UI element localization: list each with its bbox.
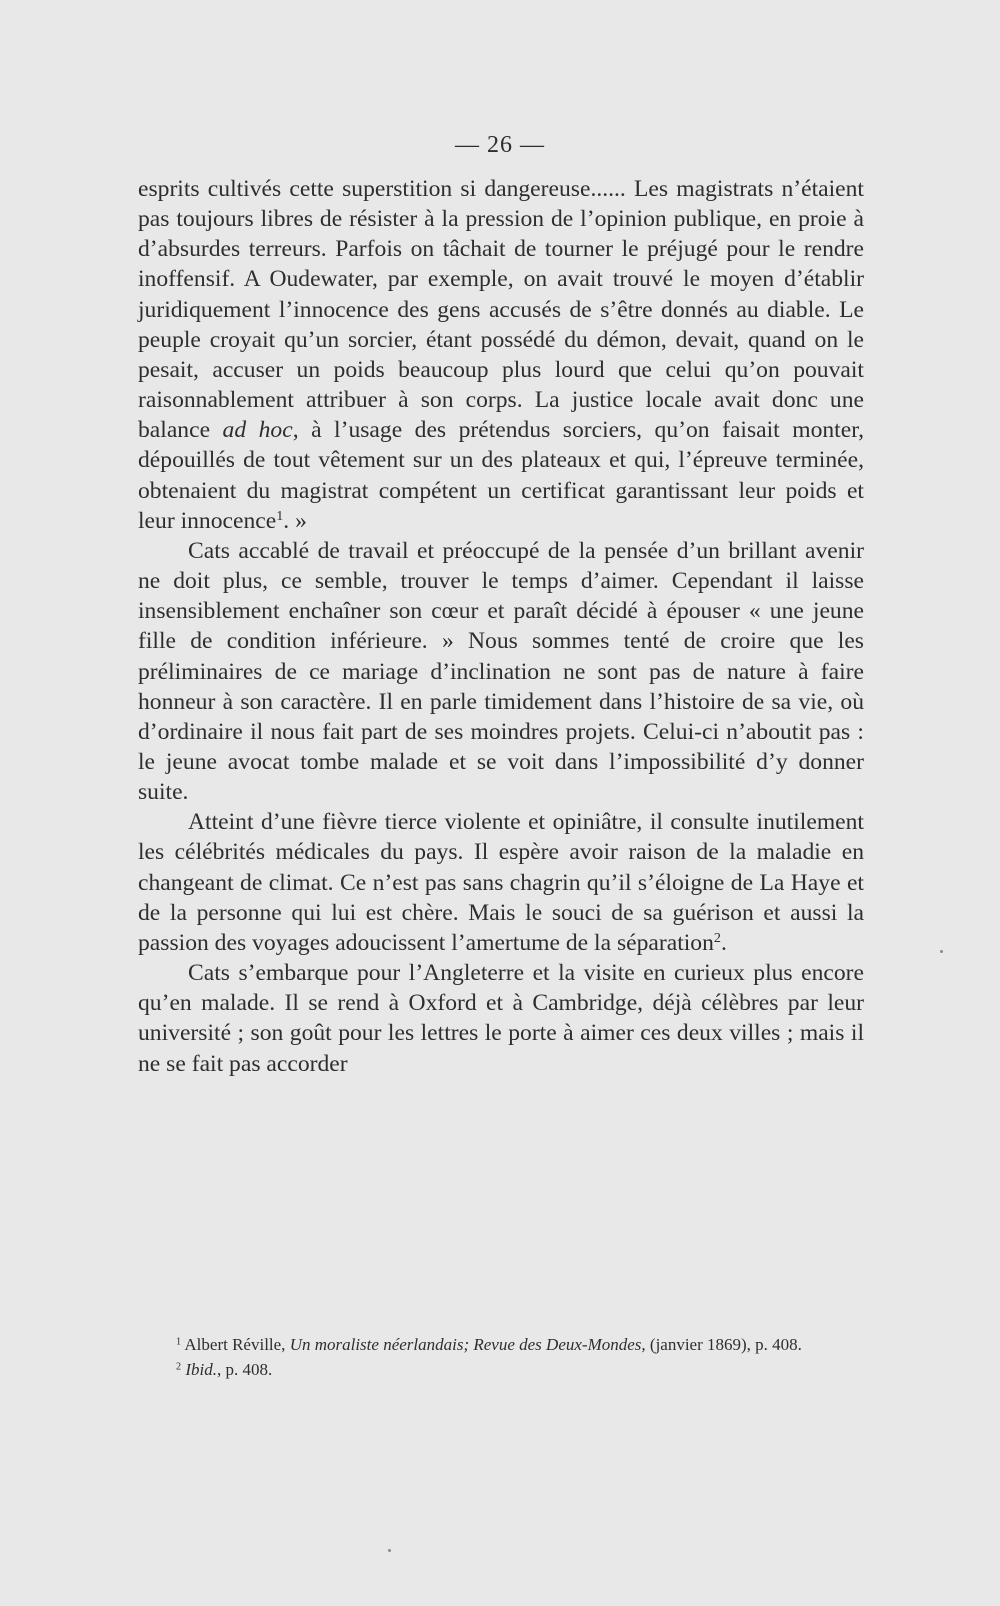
paper-speck xyxy=(940,950,943,953)
footnotes xyxy=(140,1333,866,1383)
footnote-text: (janvier 1869), p. 408. xyxy=(645,1335,802,1354)
footnote-title: Un moraliste néerlandais; Revue des Deux-Mondes, xyxy=(289,1335,646,1354)
paragraph-text: . » xyxy=(283,507,307,534)
paragraph-text: . xyxy=(720,929,727,956)
footnote-ref-1: 1 xyxy=(276,507,284,524)
footnote-mark: 1 xyxy=(176,1336,182,1348)
paragraph xyxy=(138,807,864,958)
body-text xyxy=(138,174,864,1079)
footnote-mark: 2 xyxy=(176,1361,182,1373)
footnote-ibid: Ibid. xyxy=(185,1360,217,1379)
footnote-text: , p. 408. xyxy=(216,1360,273,1379)
page-number: — 26 — xyxy=(455,132,545,158)
footnote-author: Albert Réville, xyxy=(184,1335,290,1354)
paragraph-text: Atteint d’une fièvre tierce violente et opiniâtre, il consulte inutilement les célébrités médicales du pays. Il espère avoir raison de la maladie en changeant de climat. Ce n’est pas sans chagrin qu’il s’éloigne de La Haye et de la personne qui lui est chère. Mais le souci de sa guérison et aussi la passion des voyages adoucissent l’amertume de la séparation xyxy=(138,809,864,956)
italic-phrase: ad hoc xyxy=(222,417,293,444)
footnote-2 xyxy=(140,1358,866,1381)
paragraph: Cats s’embarque pour l’Angleterre et la visite en curieux plus encore qu’en malade. Il se rend à Oxford et à Cambridge, déjà célèbres par leur université ; son goût pour les lettres le porte à aimer ces deux villes ; mais il ne se fait pas accorder xyxy=(138,960,864,1077)
footnote-ref-2: 2 xyxy=(713,930,721,947)
footnote-1 xyxy=(140,1333,866,1356)
paragraph-text: esprits cultivés cette superstition si dangereuse...... Les magistrats n’étaient pas toujours libres de résister à la pression de l’opinion publique, en proie à d’absurdes terreurs. Parfois on tâchait de tourner le préjugé pour le rendre inoffensif. A Oudewater, par exemple, on avait trouvé le moyen d’établir juridiquement l’innocence des gens accusés de s’être donnés au diable. Le peuple croyait qu’un sorcier, étant possédé du démon, devait, quand on le pesait, accuser un poids beaucoup plus lourd que celui qu’on pouvait raisonnablement attribuer à son corps. La justice locale avait donc une balance xyxy=(138,176,864,444)
paragraph: Cats accablé de travail et préoccupé de la pensée d’un brillant avenir ne doit plus, ce semble, trouver le temps d’aimer. Cependant il laisse insensiblement enchaîner son cœur et paraît décidé à épouser « une jeune fille de condition inférieure. » Nous sommes tenté de croire que les préliminaires de ce mariage d’inclination ne sont pas de nature à faire honneur à son caractère. Il en parle timidement dans l’histoire de sa vie, où d’ordinaire il nous fait part de ses moindres projets. Celui-ci n’aboutit pas : le jeune avocat tombe malade et se voit dans l’impossibilité d’y donner suite. xyxy=(138,537,864,806)
paragraph-text: , à l’usage des prétendus sorciers, qu’on faisait monter, dépouillés de tout vêtement sur un des plateaux et qui, l’épreuve terminée, obtenaient du magistrat compétent un certificat garantissant leur poids et leur innocence xyxy=(138,417,865,534)
paper-speck xyxy=(388,1549,391,1552)
paragraph-continued xyxy=(138,174,864,536)
